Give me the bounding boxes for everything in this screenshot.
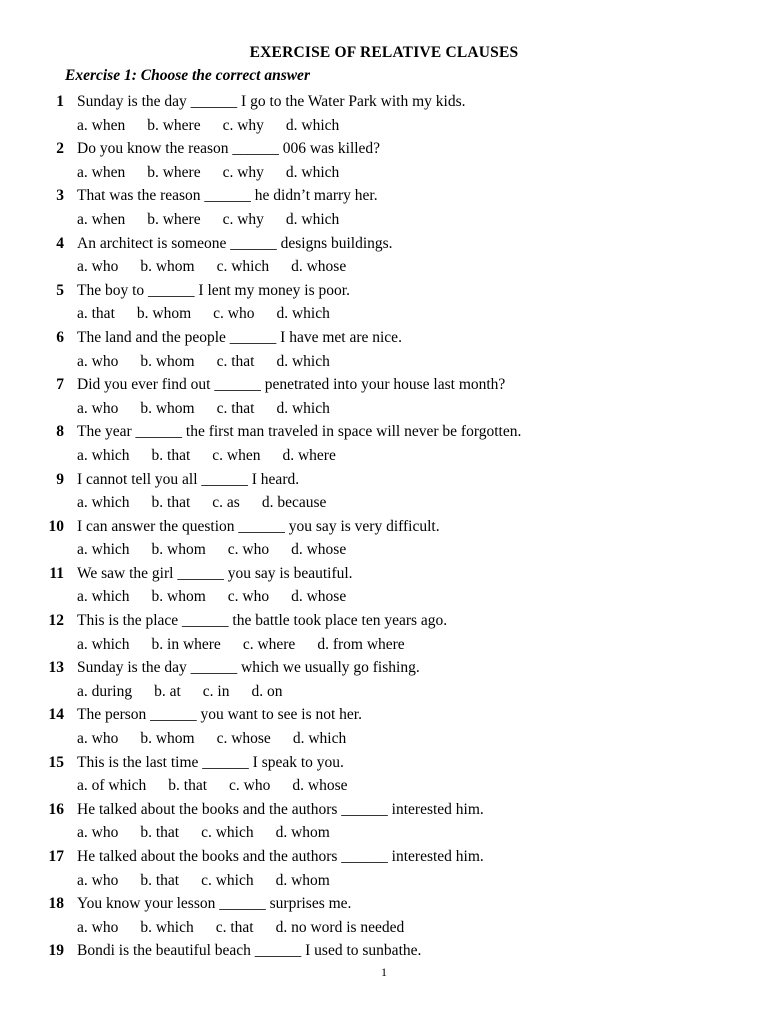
answer-option[interactable]: a. when	[77, 210, 126, 228]
question-number: 16	[48, 800, 64, 818]
question-text: The person ______ you want to see is not her.	[77, 706, 362, 724]
question-number: 8	[56, 423, 64, 441]
question-number: 13	[48, 659, 64, 677]
answer-options	[77, 774, 347, 797]
answer-option[interactable]: d. where	[282, 446, 336, 464]
answer-option[interactable]: c. in	[202, 682, 230, 700]
answer-option[interactable]: c. who	[227, 588, 270, 606]
question-item	[0, 703, 768, 750]
answer-option[interactable]: a. when	[77, 116, 126, 134]
answer-options	[77, 208, 339, 231]
answer-options	[77, 538, 346, 561]
answer-option[interactable]: b. in where	[151, 635, 221, 653]
answer-option[interactable]: a. who	[77, 871, 119, 889]
question-text: The land and the people ______ I have met are nice.	[77, 328, 402, 346]
question-number: 17	[48, 848, 64, 865]
answer-option[interactable]: d. whose	[291, 541, 347, 559]
answer-option[interactable]: a. who	[77, 918, 119, 936]
answer-option[interactable]: a. who	[77, 730, 119, 748]
question-number: 11	[49, 564, 64, 582]
answer-options	[77, 680, 282, 703]
question-item	[0, 279, 768, 326]
answer-option[interactable]: a. during	[77, 682, 133, 700]
answer-option[interactable]: c. which	[201, 871, 254, 889]
question-item	[0, 515, 768, 562]
question-item	[0, 184, 768, 231]
answer-option[interactable]: a. that	[77, 305, 115, 323]
answer-option[interactable]: a. who	[77, 824, 119, 842]
question-number: 18	[48, 895, 64, 913]
answer-option[interactable]: b. whom	[140, 730, 195, 748]
answer-options	[77, 491, 326, 514]
question-item	[0, 468, 768, 515]
question-list	[0, 90, 768, 987]
answer-options	[77, 869, 330, 892]
answer-option[interactable]: a. who	[77, 258, 119, 276]
answer-option[interactable]: b. where	[147, 116, 201, 134]
answer-option[interactable]: a. which	[77, 446, 130, 464]
answer-option[interactable]: b. at	[154, 682, 181, 700]
answer-option[interactable]: b. whom	[140, 258, 195, 276]
answer-option[interactable]: d. no word is needed	[275, 918, 405, 936]
answer-option[interactable]: b. whom	[136, 305, 192, 323]
answer-option[interactable]: b. which	[140, 918, 194, 936]
question-text: Did you ever find out ______ penetrated into your house last month?	[77, 376, 506, 394]
answer-option[interactable]: d. whose	[291, 258, 347, 276]
answer-option[interactable]: d. which	[276, 399, 330, 417]
answer-option[interactable]: b. whom	[140, 399, 195, 417]
question-number: 9	[56, 470, 64, 488]
question-text: Do you know the reason ______ 006 was killed?	[77, 140, 381, 158]
question-text: He talked about the books and the authors ______ interested him.	[77, 800, 484, 818]
answer-option[interactable]: d. on	[251, 682, 283, 700]
answer-option[interactable]: b. that	[140, 824, 180, 842]
answer-option[interactable]: c. which	[216, 258, 270, 276]
question-number: 14	[48, 706, 64, 724]
answer-option[interactable]: c. who	[229, 777, 271, 795]
answer-option[interactable]: a. who	[77, 399, 119, 417]
question-item	[0, 562, 768, 609]
question-text: An architect is someone ______ designs buildings.	[77, 234, 393, 252]
answer-option[interactable]: b. whom	[140, 352, 195, 370]
question-text: You know your lesson ______ surprises me.	[77, 895, 352, 913]
question-item	[0, 892, 768, 939]
answer-options	[77, 350, 330, 373]
answer-options	[77, 821, 330, 844]
answer-option[interactable]: a. which	[77, 635, 130, 653]
answer-option[interactable]: c. why	[222, 163, 264, 181]
answer-option[interactable]: d. whom	[275, 871, 330, 889]
answer-option[interactable]: d. which	[276, 305, 330, 323]
answer-option[interactable]: d. whose	[291, 588, 347, 606]
answer-option[interactable]: d. from where	[317, 635, 405, 653]
answer-option[interactable]: d. which	[285, 163, 340, 181]
answer-options	[77, 397, 330, 420]
answer-option[interactable]: b. whom	[151, 541, 206, 559]
answer-option[interactable]: c. that	[215, 918, 254, 936]
question-number: 5	[56, 281, 64, 299]
exercise-heading: Exercise 1: Choose the correct answer	[65, 67, 310, 84]
question-text: I can answer the question ______ you say is very difficult.	[77, 517, 440, 535]
question-text: He talked about the books and the authors ______ interested him.	[77, 848, 484, 865]
question-number: 10	[48, 517, 64, 535]
question-item	[0, 326, 768, 373]
question-text: I cannot tell you all ______ I heard.	[77, 470, 300, 488]
question-item	[0, 798, 768, 845]
answer-options	[77, 633, 405, 656]
question-item	[0, 137, 768, 184]
answer-option[interactable]: a. when	[77, 163, 126, 181]
question-item	[0, 751, 768, 798]
question-text: The boy to ______ I lent my money is poor.	[77, 281, 350, 299]
answer-option[interactable]: d. whose	[292, 777, 348, 795]
question-number: 12	[48, 612, 64, 630]
answer-option[interactable]: b. that	[168, 777, 208, 795]
answer-options	[77, 161, 339, 184]
answer-option[interactable]: c. that	[216, 352, 255, 370]
question-item	[0, 90, 768, 137]
question-item	[0, 656, 768, 703]
answer-options	[77, 302, 330, 325]
answer-option[interactable]: d. which	[285, 210, 340, 228]
question-item	[0, 232, 768, 279]
question-number: 1	[56, 93, 64, 110]
answer-options	[77, 444, 336, 467]
answer-option[interactable]: b. that	[140, 871, 180, 889]
answer-option[interactable]: a. of which	[77, 777, 147, 795]
question-number: 4	[56, 234, 64, 252]
answer-option[interactable]: c. that	[216, 399, 255, 417]
answer-option[interactable]: d. which	[292, 730, 347, 748]
question-item	[0, 609, 768, 656]
answer-option[interactable]: d. which	[285, 116, 340, 134]
answer-option[interactable]: c. why	[222, 210, 264, 228]
page-number: 1	[381, 965, 387, 979]
question-text: This is the last time ______ I speak to you.	[77, 753, 344, 771]
answer-option[interactable]: a. which	[77, 588, 130, 606]
question-text: The year ______ the first man traveled in space will never be forgotten.	[77, 423, 522, 441]
answer-option[interactable]: a. which	[77, 494, 130, 512]
answer-option[interactable]: c. which	[201, 824, 254, 842]
answer-option[interactable]: b. that	[151, 494, 191, 512]
answer-option[interactable]: d. which	[276, 352, 330, 370]
answer-option[interactable]: c. why	[222, 116, 264, 134]
question-number: 7	[56, 376, 64, 394]
answer-options	[77, 727, 346, 750]
answer-option[interactable]: c. who	[213, 305, 255, 323]
question-text: We saw the girl ______ you say is beautiful.	[77, 564, 353, 582]
question-text: This is the place ______ the battle took place ten years ago.	[77, 612, 448, 630]
answer-options	[77, 585, 346, 608]
answer-option[interactable]: b. that	[151, 446, 191, 464]
answer-options	[77, 255, 346, 278]
question-item	[0, 373, 768, 420]
answer-option[interactable]: b. where	[147, 163, 201, 181]
question-text: Bondi is the beautiful beach ______ I used to sunbathe.	[77, 942, 422, 960]
question-number: 3	[56, 187, 64, 205]
answer-option[interactable]: a. who	[77, 352, 119, 370]
question-item	[0, 420, 768, 467]
answer-option[interactable]: d. because	[261, 494, 327, 512]
question-number: 6	[56, 328, 64, 346]
question-number: 2	[56, 140, 64, 158]
document-title: EXERCISE OF RELATIVE CLAUSES	[249, 44, 519, 61]
question-number: 15	[48, 753, 64, 771]
answer-option[interactable]: a. which	[77, 541, 130, 559]
question-item	[0, 845, 768, 892]
answer-option[interactable]: b. where	[147, 210, 201, 228]
question-text: Sunday is the day ______ which we usually go fishing.	[77, 659, 420, 677]
question-text: That was the reason ______ he didn’t marry her.	[77, 187, 378, 205]
question-number: 19	[48, 942, 64, 960]
answer-options	[77, 916, 404, 939]
answer-option[interactable]: c. who	[227, 541, 270, 559]
answer-option[interactable]: c. whose	[216, 730, 271, 748]
answer-options	[77, 114, 339, 137]
question-text: Sunday is the day ______ I go to the Water Park with my kids.	[77, 93, 466, 110]
answer-option[interactable]: c. as	[212, 494, 240, 512]
answer-option[interactable]: c. when	[212, 446, 261, 464]
answer-option[interactable]: d. whom	[275, 824, 330, 842]
answer-option[interactable]: c. where	[242, 635, 296, 653]
answer-option[interactable]: b. whom	[151, 588, 206, 606]
